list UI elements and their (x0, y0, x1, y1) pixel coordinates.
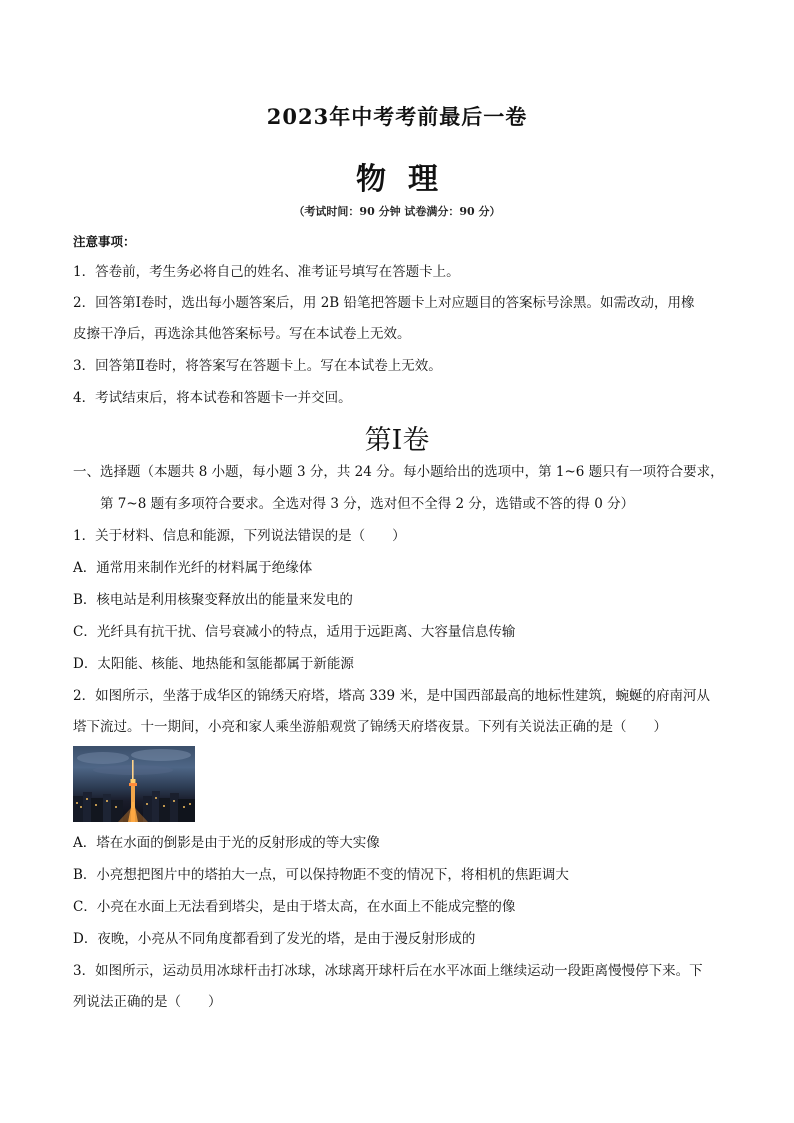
question-2-stem: 2．如图所示，坐落于成华区的锦绣天府塔，塔高 339 米，是中国西部最高的地标性建筑，蜿蜒的府南河从 (73, 688, 710, 704)
question-2-stem-cont: 塔下流过。十一期间，小亮和家人乘坐游船观赏了锦绣天府塔夜景。下列有关说法正确的是（ ） (73, 719, 667, 735)
question-1-option-b: B．核电站是利用核聚变释放出的能量来发电的 (73, 592, 353, 608)
note-item: 皮擦干净后，再选涂其他答案标号。写在本试卷上无效。 (73, 326, 411, 342)
question-2-option-b: B．小亮想把图片中的塔拍大一点，可以保持物距不变的情况下，将相机的焦距调大 (73, 867, 569, 883)
note-item: 1．答卷前，考生务必将自己的姓名、准考证号填写在答题卡上。 (73, 264, 460, 280)
subject-title: 物理 (356, 162, 460, 197)
note-item: 2．回答第Ⅰ卷时，选出每小题答案后，用 2B 铅笔把答题卡上对应题目的答案标号涂黑。如需改动，用橡 (73, 295, 695, 311)
section-instructions: 一、选择题（本题共 8 小题，每小题 3 分，共 24 分。每小题给出的选项中，第 1~6 题只有一项符合要求， (73, 464, 724, 480)
note-item: 4．考试结束后，将本试卷和答题卡一并交回。 (73, 390, 352, 406)
volume-title: 第Ⅰ卷 (364, 425, 430, 456)
question-1-option-c: C．光纤具有抗干扰、信号衰减小的特点，适用于远距离、大容量信息传输 (73, 624, 516, 640)
question-2-option-d: D．夜晚，小亮从不同角度都看到了发光的塔，是由于漫反射形成的 (73, 931, 476, 947)
question-3-stem-cont: 列说法正确的是（ ） (73, 994, 222, 1010)
exam-title: 2023年中考考前最后一卷 (266, 104, 528, 129)
note-item: 3．回答第Ⅱ卷时，将答案写在答题卡上。写在本试卷上无效。 (73, 358, 442, 374)
exam-info: （考试时间：90 分钟 试卷满分：90 分） (293, 205, 501, 218)
question-2-option-a: A．塔在水面的倒影是由于光的反射形成的等大实像 (73, 835, 380, 851)
question-1-stem: 1．关于材料、信息和能源，下列说法错误的是（ ） (73, 528, 406, 544)
question-2-option-c: C．小亮在水面上无法看到塔尖，是由于塔太高，在水面上不能成完整的像 (73, 899, 516, 915)
tower-night-photo (73, 746, 195, 822)
question-1-option-a: A．通常用来制作光纤的材料属于绝缘体 (73, 560, 313, 576)
section-instructions-cont: 第 7~8 题有多项符合要求。全选对得 3 分，选对但不全得 2 分，选错或不答的得 0 分） (100, 496, 635, 512)
tower-skyline-graphic (73, 746, 195, 822)
question-3-stem: 3．如图所示，运动员用冰球杆击打冰球，冰球离开球杆后在水平冰面上继续运动一段距离慢慢停下来。下 (73, 963, 703, 979)
notes-heading: 注意事项： (73, 234, 136, 249)
question-1-option-d: D．太阳能、核能、地热能和氢能都属于新能源 (73, 656, 354, 672)
